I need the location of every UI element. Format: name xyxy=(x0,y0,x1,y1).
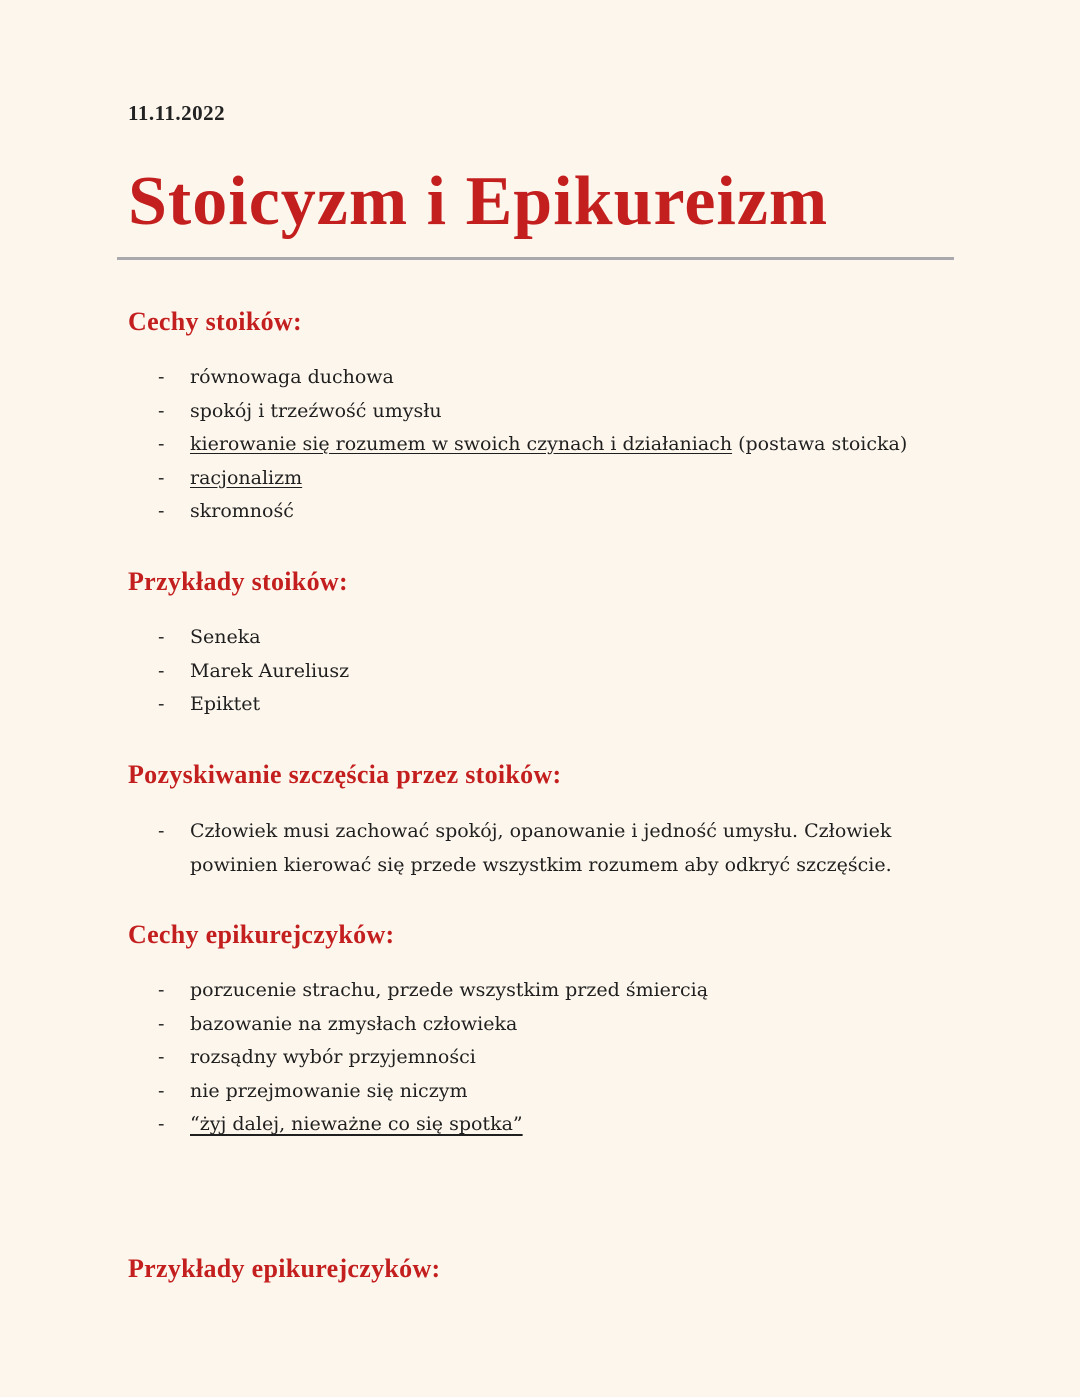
bullet-dash: - xyxy=(158,1046,165,1068)
bullet-dash: - xyxy=(158,1079,165,1102)
section-heading-pozyskiwanie-szczescia: Pozyskiwanie szczęścia przez stoików: xyxy=(128,760,562,789)
list-item xyxy=(158,462,907,496)
list-item xyxy=(158,1008,708,1042)
bullet-dash: - xyxy=(158,626,165,648)
bullet-dash: - xyxy=(158,820,165,842)
list-item xyxy=(158,1108,708,1142)
list-item xyxy=(158,815,935,882)
bullet-dash: - xyxy=(158,659,165,682)
list-item-text: Człowiek musi zachować spokój, opanowanie i jedność umysłu. Człowiek powinien kierować się przede wszystkim rozumem aby odkryć szczęście. xyxy=(190,820,892,876)
document-date: 11.11.2022 xyxy=(128,101,226,125)
bullet-dash: - xyxy=(158,979,165,1001)
list-item-text: skromność xyxy=(190,500,294,522)
list-item xyxy=(158,1041,708,1075)
list-item-text: rozsądny wybór przyjemności xyxy=(190,1046,476,1068)
section-heading-przyklady-epikurejczykow: Przykłady epikurejczyków: xyxy=(128,1254,441,1283)
document-title: Stoicyzm i Epikureizm xyxy=(128,163,829,240)
list-item-text: nie przejmowanie się niczym xyxy=(190,1079,468,1102)
bullet-dash: - xyxy=(158,433,165,455)
underlined-text: racjonalizm xyxy=(190,466,303,489)
title-divider xyxy=(117,257,954,260)
list-item xyxy=(158,395,907,429)
bullet-dash: - xyxy=(158,500,165,522)
list-item-text: (postawa stoicka) xyxy=(732,433,908,455)
list-item xyxy=(158,1075,708,1109)
list-cechy-epikurejczykow xyxy=(158,974,708,1142)
section-heading-cechy-stoikow: Cechy stoików: xyxy=(128,307,302,336)
bullet-dash: - xyxy=(158,1012,165,1035)
list-item xyxy=(158,495,907,529)
list-item-text: porzucenie strachu, przede wszystkim przed śmiercią xyxy=(190,979,709,1001)
list-item-text: Seneka xyxy=(190,626,261,648)
list-item-text: równowaga duchowa xyxy=(190,366,394,388)
list-pozyskiwanie-szczescia xyxy=(158,815,935,882)
list-item xyxy=(158,655,349,689)
section-heading-cechy-epikurejczykow: Cechy epikurejczyków: xyxy=(128,920,395,949)
underlined-text: kierowanie się rozumem w swoich czynach i działaniach xyxy=(190,433,733,455)
list-item xyxy=(158,974,708,1008)
list-item-text: Epiktet xyxy=(190,693,261,715)
section-heading-przyklady-stoikow: Przykłady stoików: xyxy=(128,567,348,596)
bullet-dash: - xyxy=(158,399,165,422)
list-przyklady-stoikow xyxy=(158,621,349,722)
bullet-dash: - xyxy=(158,366,165,388)
list-item xyxy=(158,688,349,722)
list-item xyxy=(158,621,349,655)
list-item-text: bazowanie na zmysłach człowieka xyxy=(190,1012,518,1035)
list-item-text: Marek Aureliusz xyxy=(190,659,350,682)
list-item-text: spokój i trzeźwość umysłu xyxy=(190,399,442,422)
bullet-dash: - xyxy=(158,466,165,489)
list-item xyxy=(158,428,907,462)
bullet-dash: - xyxy=(158,693,165,715)
bullet-dash: - xyxy=(158,1113,165,1135)
list-item xyxy=(158,361,907,395)
list-cechy-stoikow xyxy=(158,361,907,529)
underlined-quote: “żyj dalej, nieważne co się spotka” xyxy=(190,1113,523,1135)
